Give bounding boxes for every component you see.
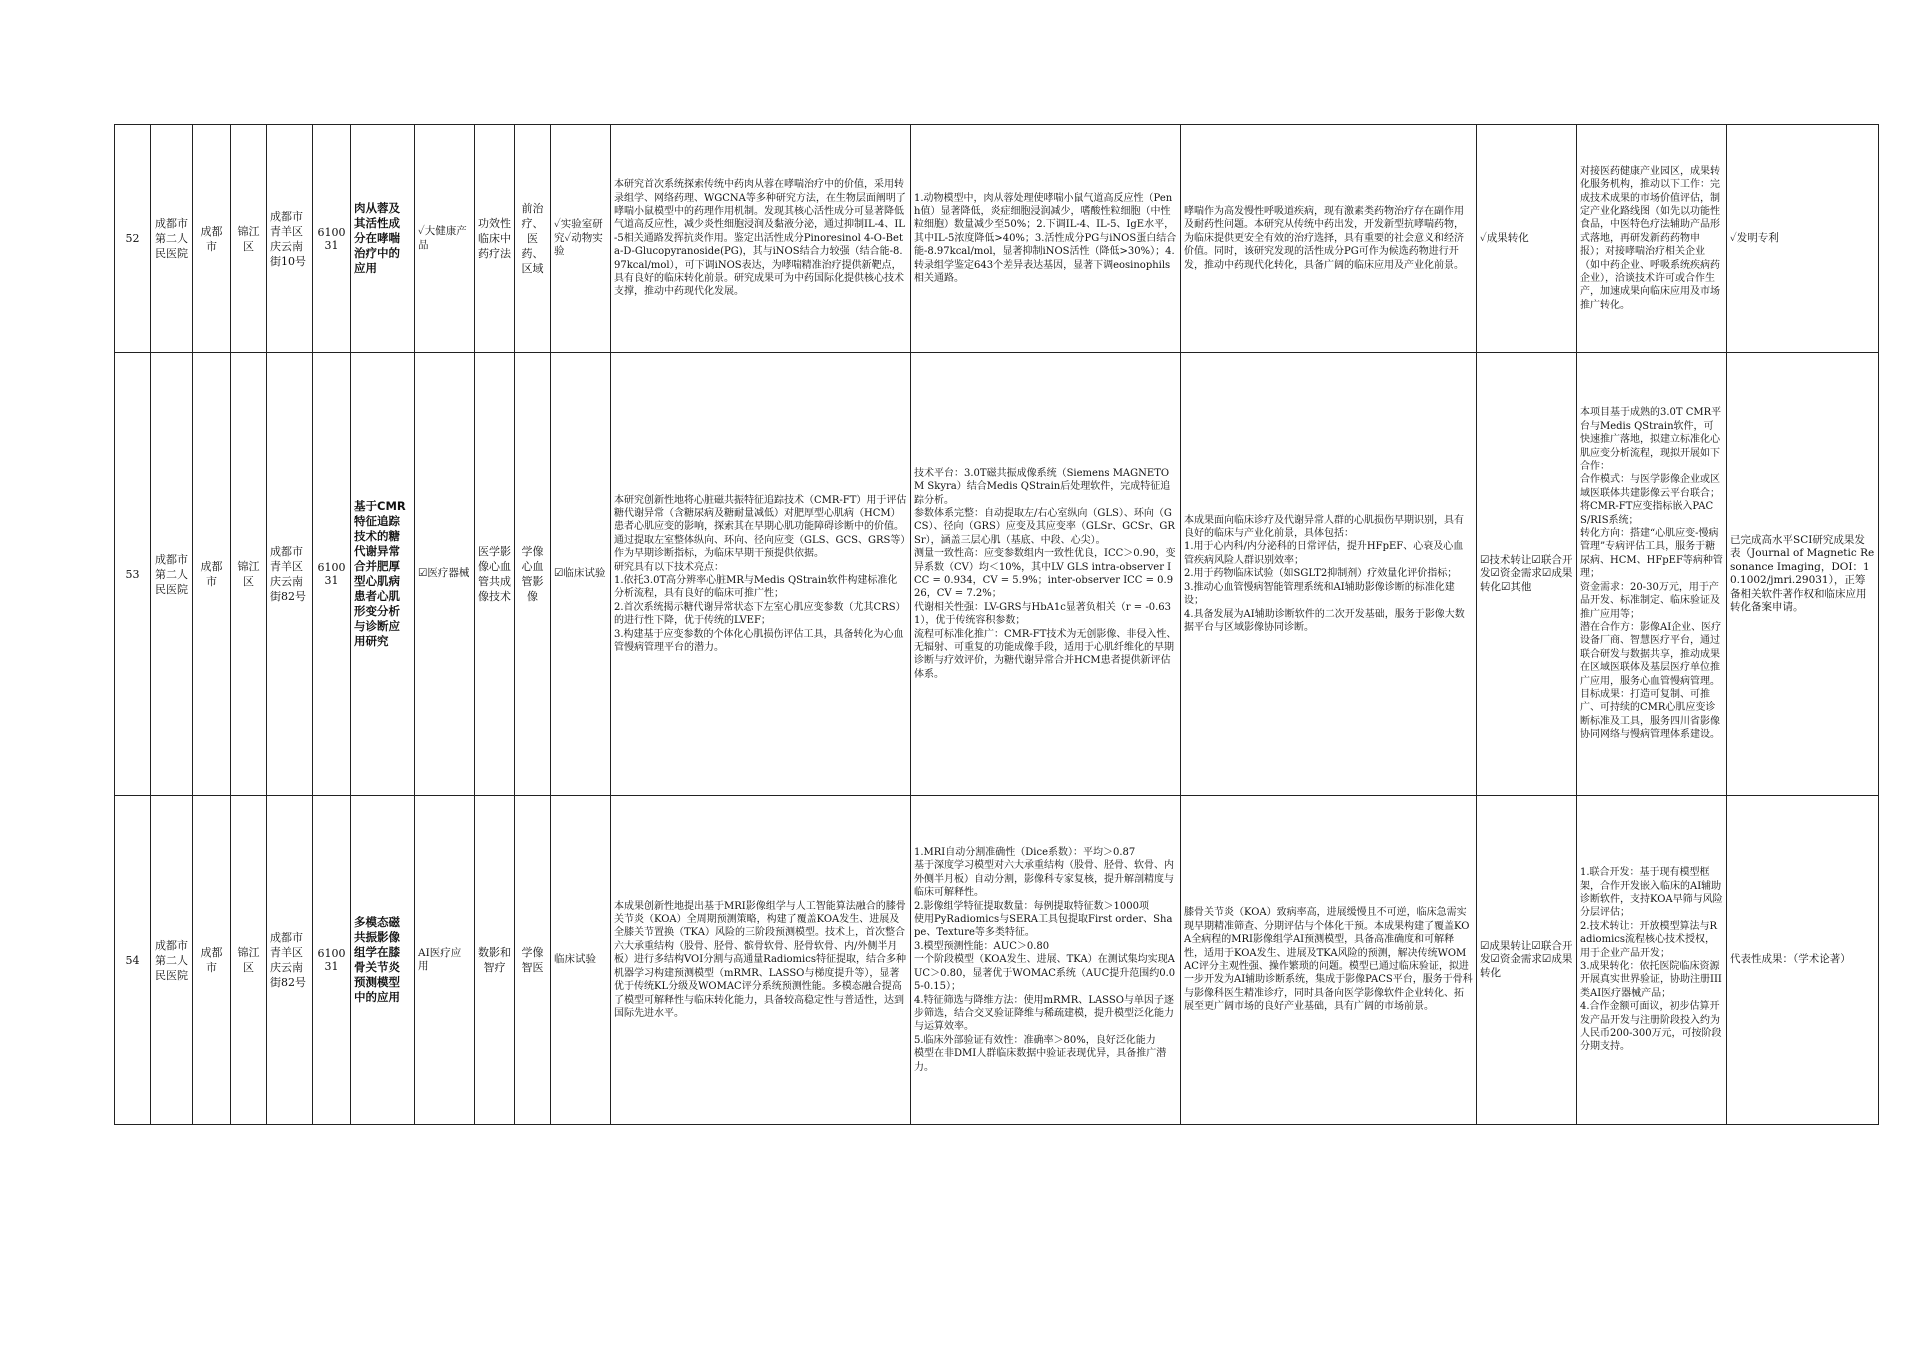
- table-row: [115, 125, 1879, 353]
- application-value: 膝骨关节炎（KOA）致病率高，进展缓慢且不可逆，临床急需实现早期精准筛查、分期评估与个体化干预。本成果构建了覆盖KOA全病程的MRI影像组学AI预测模型，具备高准确度和可解释性，适用于KOA发生、进展及TKA风险的预测，解决传统WOMAC评分主观性强、操作繁琐的问题。模型已通过临床验证，拟进一步开发为AI辅助诊断系统，集成于影像PACS平台，服务于骨科与影像科医生精准诊疗，同时具备向医学影像软件企业转化、拓展至更广阔市场的良好产业基础，具有广阔的市场前景。: [1181, 796, 1477, 1125]
- achievement-table: [114, 124, 1879, 1125]
- zip-cell: 610031: [313, 796, 351, 1125]
- row-number: 54: [115, 796, 151, 1125]
- application-value: 哮喘作为高发慢性呼吸道疾病，现有激素类药物治疗存在副作用及耐药性问题。本研究从传统中药出发，开发新型抗哮喘药物，为临床提供更安全有效的治疗选择，具有重要的社会意义和经济价值。同时，该研究发现的活性成分PG可作为候选药物进行开发，推动中药现代化转化，具备广阔的临床应用及产业化前景。: [1181, 125, 1477, 353]
- product-type: ✓大健康产品: [415, 125, 475, 353]
- project-intro: 本研究首次系统探索传统中药肉从蓉在哮喘治疗中的价值，采用转录组学、网络药理、WGCNA等多种研究方法，在生物层面阐明了哮喘小鼠模型中的药理作用机制。发现其核心活性成分可显著降低气道高反应性，减少炎性细胞浸润及黏液分泌，通过抑制IL-4、IL-5相关通路发挥抗炎作用。鉴定出活性成分Pinoresinol 4-O-Beta-D-Glucopyranoside(PG)，其与iNOS结合力较强（结合能-8.97kcal/mol），可下调iNOS表达，为哮喘精准治疗提供新靶点，具有良好的临床转化前景。研究成果可为中药国际化提供核心技术支撑，推动中药现代化发展。: [611, 125, 911, 353]
- application-field: 学像心血管影像: [515, 353, 551, 796]
- cooperation-form: ☑成果转让☑联合开发☑资金需求☑成果转化: [1477, 796, 1577, 1125]
- tech-method: 功效性临床中药疗法: [475, 125, 515, 353]
- table-row: [115, 796, 1879, 1125]
- address-cell: 成都市青羊区庆云南街82号: [267, 353, 313, 796]
- hospital-name: 成都市第二人民医院: [151, 353, 193, 796]
- product-type: ☑医疗器械: [415, 353, 475, 796]
- address-cell: 成都市青羊区庆云南街82号: [267, 796, 313, 1125]
- maturity-stage: ☑临床试验: [551, 353, 611, 796]
- row-number: 53: [115, 353, 151, 796]
- project-title: 多模态磁共振影像组学在膝骨关节炎预测模型中的应用: [351, 796, 415, 1125]
- hospital-name: 成都市第二人民医院: [151, 796, 193, 1125]
- project-intro: 本成果创新性地提出基于MRI影像组学与人工智能算法融合的膝骨关节炎（KOA）全周期预测策略，构建了覆盖KOA发生、进展及全膝关节置换（TKA）风险的三阶段预测模型。技术上，首次整合六大承重结构（股骨、胫骨、髌骨软骨、胫骨软骨、内/外侧半月板）进行多结构VOI分割与高通量Radiomics特征提取，结合多种机器学习构建预测模型（mRMR、LASSO与梯度提升等），显著优于传统KL分级及WOMAC评分系统预测性能。多模态融合提高了模型可解释性与临床转化能力，具备较高稳定性与普适性，达到国际先进水平。: [611, 796, 911, 1125]
- product-type: AI医疗应用: [415, 796, 475, 1125]
- maturity-stage: 临床试验: [551, 796, 611, 1125]
- city-cell: 成都市: [193, 796, 231, 1125]
- zip-cell: 610031: [313, 125, 351, 353]
- district-cell: 锦江区: [231, 353, 267, 796]
- table-row: [115, 353, 1879, 796]
- district-cell: 锦江区: [231, 796, 267, 1125]
- district-cell: 锦江区: [231, 125, 267, 353]
- application-value: 本成果面向临床诊疗及代谢异常人群的心肌损伤早期识别，具有良好的临床与产业化前景，具体包括： 1.用于心内科/内分泌科的日常评估，提升HFpEF、心衰及心血管疾病风险人群识别效率； 2.用于药物临床试验（如SGLT2抑制剂）疗效量化评价指标； 3.推动心血管慢病智能管理系统和AI辅助影像诊断的标准化建设； 4.具备发展为AI辅助诊断软件的二次开发基础，服务于影像大数据平台与区域影像协同诊断。: [1181, 353, 1477, 796]
- address-cell: 成都市青羊区庆云南街10号: [267, 125, 313, 353]
- cooperation-plan: 1.联合开发：基于现有模型框架，合作开发嵌入临床的AI辅助诊断软件，支持KOA早筛与风险分层评估； 2.技术转让：开放模型算法与Radiomics流程核心技术授权，用于企业产品开发； 3.成果转化：依托医院临床资源开展真实世界验证，协助注册III类AI医疗器械产品； 4.合作金额可面议，初步估算开发产品开发与注册阶段投入约为人民币200-300万元，可按阶段分期支持。: [1577, 796, 1727, 1125]
- achievement-output: 已完成高水平SCI研究成果发表（Journal of Magnetic Resonance Imaging，DOI：10.1002/jmri.29031），正筹备相关软件著作权和临床应用转化备案申请。: [1727, 353, 1879, 796]
- maturity-stage: ✓实验室研究✓动物实验: [551, 125, 611, 353]
- technical-indicators: 1.MRI自动分割准确性（Dice系数）：平均＞0.87 基于深度学习模型对六大承重结构（股骨、胫骨、软骨、内外侧半月板）自动分割，影像科专家复核，提升解剖精度与临床可解释性。 2.影像组学特征提取数量：每例提取特征数＞1000项 使用PyRadiomics与SERA工具包提取First order、Shape、Texture等多类特征。 3.模型预测性能：AUC＞0.80 一个阶段模型（KOA发生、进展、TKA）在测试集均实现AUC＞0.80，显著优于WOMAC系统（AUC提升范围约0.05-0.15）； 4.特征筛选与降维方法：使用mRMR、LASSO与单因子逐步筛选，结合交叉验证降维与稀疏建模，提升模型泛化能力与运算效率。 5.临床外部验证有效性：准确率＞80%，良好泛化能力 模型在非DMI人群临床数据中验证表现优异，具备推广潜力。: [911, 796, 1181, 1125]
- hospital-name: 成都市第二人民医院: [151, 125, 193, 353]
- cooperation-plan: 本项目基于成熟的3.0T CMR平台与Medis QStrain软件，可快速推广落地，拟建立标准化心肌应变分析流程，现拟开展如下合作： 合作模式：与医学影像企业或区域医联体共建影像云平台联合；将CMR-FT应变指标嵌入PACS/RIS系统； 转化方向：搭建“心肌应变-慢病管理”专病评估工具，服务于糖尿病、HCM、HFpEF等病种管理； 资金需求：20-30万元，用于产品开发、标准制定、临床验证及推广应用等； 潜在合作方：影像AI企业、医疗设备厂商、智慧医疗平台，通过联合研发与数据共享，推动成果在区域医联体及基层医疗单位推广应用，服务心血管慢病管理。 目标成果：打造可复制、可推广、可持续的CMR心肌应变诊断标准及工具，服务四川省影像协同网络与慢病管理体系建设。: [1577, 353, 1727, 796]
- tech-method: 医学影像心血管共成像技术: [475, 353, 515, 796]
- cooperation-form: ✓成果转化: [1477, 125, 1577, 353]
- project-title: 肉从蓉及其活性成分在哮喘治疗中的应用: [351, 125, 415, 353]
- application-field: 学像智医: [515, 796, 551, 1125]
- cooperation-plan: 对接医药健康产业园区，成果转化服务机构，推动以下工作：完成技术成果的市场价值评估，制定产业化路线图（如先以功能性食品，中医特色疗法辅助产品形式落地，再研发新药药物申报）；对接哮喘治疗相关企业（如中药企业、呼吸系统疾病药企业），洽谈技术许可或合作生产，加速成果向临床应用及市场推广转化。: [1577, 125, 1727, 353]
- achievement-output: 代表性成果：（学术论著）: [1727, 796, 1879, 1125]
- cooperation-form: ☑技术转让☑联合开发☑资金需求☑成果转化☑其他: [1477, 353, 1577, 796]
- technical-indicators: 1.动物模型中，肉从蓉处理使哮喘小鼠气道高反应性（Penh值）显著降低，炎症细胞浸润减少，嗜酸性粒细胞（中性粒细胞）数量减少至50%；2.下调IL-4、IL-5、IgE水平，其中IL-5浓度降低>40%；3.活性成分PG与iNOS蛋白结合能-8.97kcal/mol，显著抑制iNOS活性（降低>30%）；4.转录组学鉴定643个差异表达基因，显著下调eosinophils相关通路。: [911, 125, 1181, 353]
- tech-method: 数影和智疗: [475, 796, 515, 1125]
- city-cell: 成都市: [193, 353, 231, 796]
- technical-indicators: 技术平台：3.0T磁共振成像系统（Siemens MAGNETOM Skyra）结合Medis QStrain后处理软件，完成特征追踪分析。 参数体系完整：自动提取左/右心室纵向（GLS）、环向（GCS）、径向（GRS）应变及其应变率（GLSr、GCSr、GRSr），涵盖三层心肌（基底、中段、心尖）。 测量一致性高：应变参数组内一致性优良，ICC＞0.90，变异系数（CV）均＜10%，其中LV GLS intra-observer ICC = 0.934，CV = 5.9%；inter-observer ICC = 0.926，CV = 7.2%； 代谢相关性强：LV-GRS与HbA1c显著负相关（r = -0.631），优于传统容积参数； 流程可标准化推广：CMR-FT技术为无创影像、非侵入性、无辐射、可重复的功能成像手段，适用于心肌纤维化的早期诊断与疗效评价，为糖代谢异常合并HCM患者提供新评估体系。: [911, 353, 1181, 796]
- application-field: 前治疗、医药、区域: [515, 125, 551, 353]
- city-cell: 成都市: [193, 125, 231, 353]
- project-title: 基于CMR特征追踪技术的糖代谢异常合并肥厚型心肌病患者心肌形变分析与诊断应用研究: [351, 353, 415, 796]
- project-intro: 本研究创新性地将心脏磁共振特征追踪技术（CMR-FT）用于评估糖代谢异常（含糖尿病及糖耐量减低）对肥厚型心肌病（HCM）患者心肌应变的影响，探索其在早期心肌功能障碍诊断中的价值。通过提取左室整体纵向、环向、径向应变（GLS、GCS、GRS等）作为早期诊断指标，为临床早期干预提供依据。 研究具有以下技术亮点： 1.依托3.0T高分辨率心脏MR与Medis QStrain软件构建标准化分析流程，具有良好的临床可推广性； 2.首次系统揭示糖代谢异常状态下左室心肌应变参数（尤其CRS）的进行性下降，优于传统的LVEF； 3.构建基于应变参数的个体化心肌损伤评估工具，具备转化为心血管慢病管理平台的潜力。: [611, 353, 911, 796]
- row-number: 52: [115, 125, 151, 353]
- achievement-output: ✓发明专利: [1727, 125, 1879, 353]
- zip-cell: 610031: [313, 353, 351, 796]
